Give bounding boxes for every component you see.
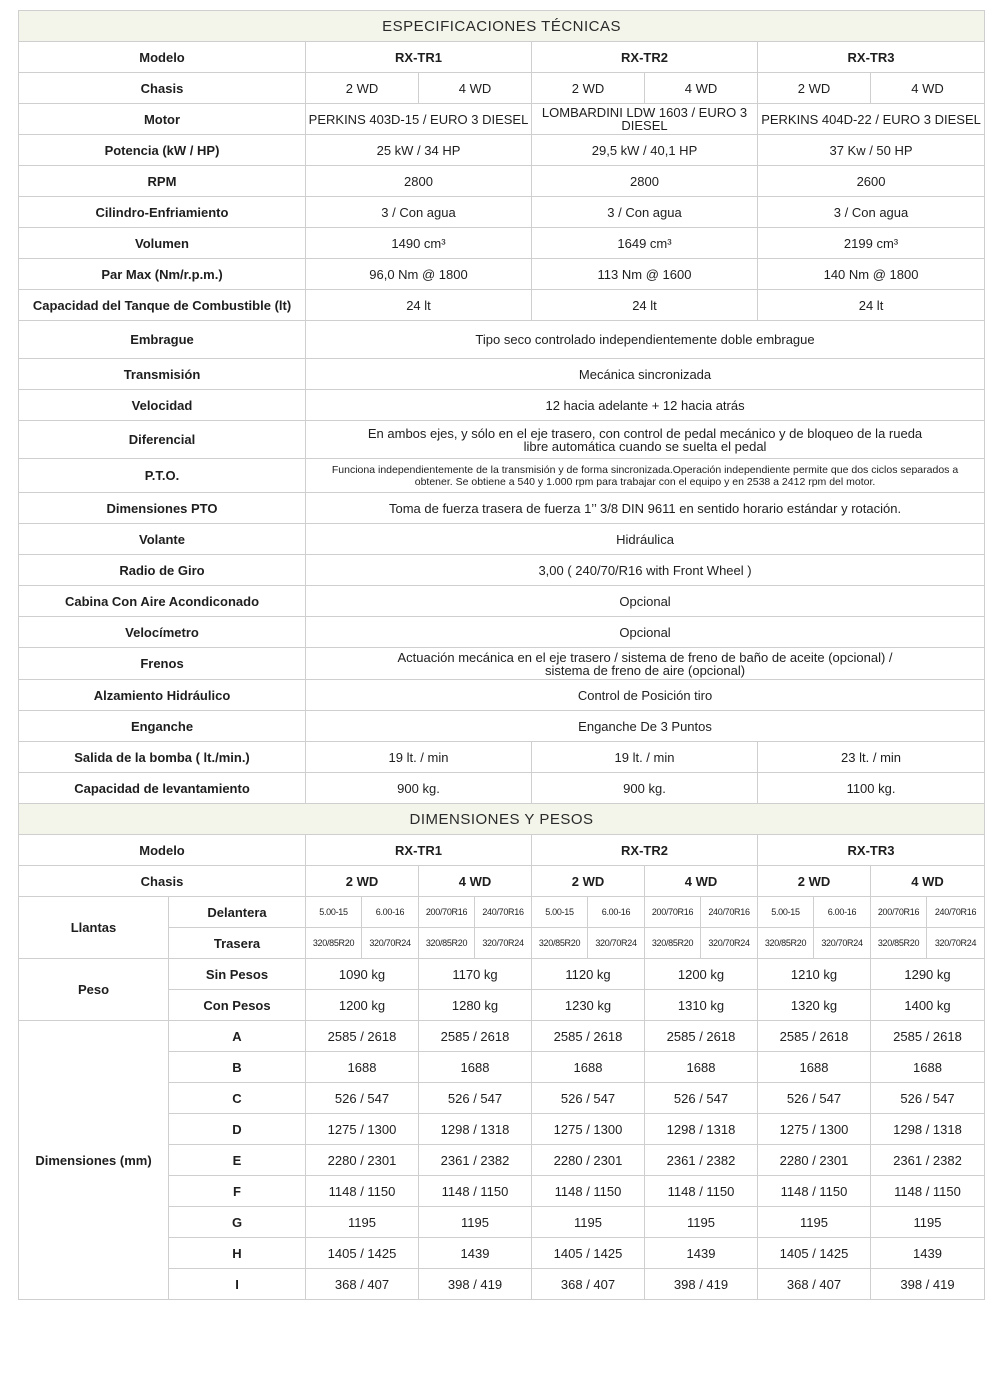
dim-key: I: [169, 1269, 306, 1300]
model-name: RX-TR2: [532, 835, 758, 866]
cabina-value: Opcional: [306, 586, 985, 617]
chasis-value: 2 WD: [758, 866, 871, 897]
dim-value: 1195: [758, 1207, 871, 1238]
chasis-value: 4 WD: [419, 73, 532, 104]
transmision-value: Mecánica sincronizada: [306, 359, 985, 390]
cilindro-label: Cilindro-Enfriamiento: [19, 197, 306, 228]
dim-value: 368 / 407: [758, 1269, 871, 1300]
dim-value: 1195: [871, 1207, 985, 1238]
dim-key: A: [169, 1021, 306, 1052]
motor-label: Motor: [19, 104, 306, 135]
dim-value: 1688: [645, 1052, 758, 1083]
tire-size: 320/70R24: [362, 928, 419, 959]
dim-value: 1148 / 1150: [871, 1176, 985, 1207]
dim-value: 526 / 547: [645, 1083, 758, 1114]
delantera-label: Delantera: [169, 897, 306, 928]
dim-value: 1405 / 1425: [758, 1238, 871, 1269]
transmision-label: Transmisión: [19, 359, 306, 390]
rpm-label: RPM: [19, 166, 306, 197]
weight-value: 1320 kg: [758, 990, 871, 1021]
dim-key: B: [169, 1052, 306, 1083]
pto-value: Funciona independientemente de la transmisión y de forma sincronizada.Operación independiente permite que dos ciclos separados a obtener. Se obtiene a 540 y 1.000 rpm para trabajar con el equipo y en 2538 a 2412 rpm del motor.: [306, 459, 985, 493]
volumen-value: 1649 cm³: [532, 228, 758, 259]
tire-size: 5.00-15: [758, 897, 814, 928]
diferencial-label: Diferencial: [19, 421, 306, 459]
tire-size: 320/70R24: [814, 928, 871, 959]
parmax-label: Par Max (Nm/r.p.m.): [19, 259, 306, 290]
potencia-value: 29,5 kW / 40,1 HP: [532, 135, 758, 166]
frenos-value: Actuación mecánica en el eje trasero / sistema de freno de baño de aceite (opcional) / sistema de freno de aire (opcional): [306, 648, 985, 680]
chasis-value: 2 WD: [306, 73, 419, 104]
cilindro-value: 3 / Con agua: [758, 197, 985, 228]
capacidad-value: 900 kg.: [306, 773, 532, 804]
tire-size: 200/70R16: [871, 897, 927, 928]
volante-label: Volante: [19, 524, 306, 555]
frenos-label: Frenos: [19, 648, 306, 680]
weight-value: 1120 kg: [532, 959, 645, 990]
volante-value: Hidráulica: [306, 524, 985, 555]
enganche-label: Enganche: [19, 711, 306, 742]
dim-key: G: [169, 1207, 306, 1238]
weight-value: 1170 kg: [419, 959, 532, 990]
dim-value: 2361 / 2382: [419, 1145, 532, 1176]
weight-value: 1210 kg: [758, 959, 871, 990]
rpm-value: 2800: [306, 166, 532, 197]
dim-value: 1148 / 1150: [306, 1176, 419, 1207]
motor-value: LOMBARDINI LDW 1603 / EURO 3 DIESEL: [532, 104, 758, 135]
rpm-value: 2600: [758, 166, 985, 197]
motor-value: PERKINS 404D-22 / EURO 3 DIESEL: [758, 104, 985, 135]
modelo-label: Modelo: [19, 835, 306, 866]
capacidad-value: 1100 kg.: [758, 773, 985, 804]
tire-size: 6.00-16: [588, 897, 645, 928]
tire-size: 200/70R16: [645, 897, 701, 928]
dim-value: 1688: [758, 1052, 871, 1083]
model-name: RX-TR2: [532, 42, 758, 73]
radio-value: 3,00 ( 240/70/R16 with Front Wheel ): [306, 555, 985, 586]
tire-size: 6.00-16: [814, 897, 871, 928]
tanque-label: Capacidad del Tanque de Combustible (lt): [19, 290, 306, 321]
weight-value: 1290 kg: [871, 959, 985, 990]
enganche-value: Enganche De 3 Puntos: [306, 711, 985, 742]
chasis-value: 2 WD: [532, 866, 645, 897]
volumen-value: 2199 cm³: [758, 228, 985, 259]
dim-key: C: [169, 1083, 306, 1114]
velocidad-value: 12 hacia adelante + 12 hacia atrás: [306, 390, 985, 421]
potencia-label: Potencia (kW / HP): [19, 135, 306, 166]
dim-value: 1688: [871, 1052, 985, 1083]
diferencial-value: En ambos ejes, y sólo en el eje trasero, con control de pedal mecánico y de bloqueo de la rueda libre automática cuando se suelta el pedal: [306, 421, 985, 459]
dim-value: 2585 / 2618: [758, 1021, 871, 1052]
model-name: RX-TR3: [758, 42, 985, 73]
dim-value: 2585 / 2618: [419, 1021, 532, 1052]
dim-key: D: [169, 1114, 306, 1145]
chasis-value: 4 WD: [419, 866, 532, 897]
tire-size: 320/85R20: [871, 928, 927, 959]
pto-label: P.T.O.: [19, 459, 306, 493]
chasis-label: Chasis: [19, 73, 306, 104]
dim-value: 2585 / 2618: [871, 1021, 985, 1052]
model-name: RX-TR1: [306, 835, 532, 866]
dim-value: 2361 / 2382: [645, 1145, 758, 1176]
dim-value: 1298 / 1318: [871, 1114, 985, 1145]
capacidad-label: Capacidad de levantamiento: [19, 773, 306, 804]
dim-value: 2280 / 2301: [758, 1145, 871, 1176]
tire-size: 320/85R20: [419, 928, 475, 959]
tire-size: 320/70R24: [701, 928, 758, 959]
peso-label: Peso: [19, 959, 169, 1021]
parmax-value: 96,0 Nm @ 1800: [306, 259, 532, 290]
cilindro-value: 3 / Con agua: [532, 197, 758, 228]
dim-value: 526 / 547: [532, 1083, 645, 1114]
tire-size: 320/85R20: [645, 928, 701, 959]
dim-value: 526 / 547: [306, 1083, 419, 1114]
chasis-value: 4 WD: [645, 866, 758, 897]
salida-label: Salida de la bomba ( lt./min.): [19, 742, 306, 773]
specs-section-title: ESPECIFICACIONES TÉCNICAS: [19, 11, 985, 42]
dim-value: 526 / 547: [758, 1083, 871, 1114]
potencia-value: 37 Kw / 50 HP: [758, 135, 985, 166]
salida-value: 23 lt. / min: [758, 742, 985, 773]
volumen-value: 1490 cm³: [306, 228, 532, 259]
motor-value: PERKINS 403D-15 / EURO 3 DIESEL: [306, 104, 532, 135]
dim-value: 526 / 547: [419, 1083, 532, 1114]
radio-label: Radio de Giro: [19, 555, 306, 586]
tire-size: 320/85R20: [532, 928, 588, 959]
weight-value: 1200 kg: [306, 990, 419, 1021]
parmax-value: 113 Nm @ 1600: [532, 259, 758, 290]
weight-value: 1090 kg: [306, 959, 419, 990]
dim-value: 1148 / 1150: [532, 1176, 645, 1207]
sin-pesos-label: Sin Pesos: [169, 959, 306, 990]
dims-section-title: DIMENSIONES Y PESOS: [19, 804, 985, 835]
salida-value: 19 lt. / min: [532, 742, 758, 773]
chasis-value: 4 WD: [871, 73, 985, 104]
cabina-label: Cabina Con Aire Acondiconado: [19, 586, 306, 617]
tire-size: 5.00-15: [306, 897, 362, 928]
dim-value: 1688: [306, 1052, 419, 1083]
parmax-value: 140 Nm @ 1800: [758, 259, 985, 290]
dim-value: 1688: [532, 1052, 645, 1083]
capacidad-value: 900 kg.: [532, 773, 758, 804]
velocimetro-label: Velocímetro: [19, 617, 306, 648]
dim-value: 1275 / 1300: [306, 1114, 419, 1145]
dim-value: 1439: [419, 1238, 532, 1269]
chasis-value: 4 WD: [871, 866, 985, 897]
weight-value: 1280 kg: [419, 990, 532, 1021]
dim-value: 1405 / 1425: [306, 1238, 419, 1269]
tire-size: 320/85R20: [306, 928, 362, 959]
dim-value: 1405 / 1425: [532, 1238, 645, 1269]
specs-table: [18, 10, 985, 804]
dim-key: F: [169, 1176, 306, 1207]
tire-size: 240/70R16: [927, 897, 985, 928]
tire-size: 320/85R20: [758, 928, 814, 959]
dim-value: 1439: [645, 1238, 758, 1269]
tire-size: 240/70R16: [475, 897, 532, 928]
chasis-value: 2 WD: [532, 73, 645, 104]
dimensiones-label: Dimensiones (mm): [19, 1021, 169, 1300]
dims-table: [18, 803, 985, 1300]
salida-value: 19 lt. / min: [306, 742, 532, 773]
chasis-value: 2 WD: [306, 866, 419, 897]
llantas-label: Llantas: [19, 897, 169, 959]
dim-value: 1688: [419, 1052, 532, 1083]
dim-value: 1298 / 1318: [419, 1114, 532, 1145]
dim-value: 1148 / 1150: [419, 1176, 532, 1207]
dim-value: 398 / 419: [871, 1269, 985, 1300]
dim-value: 2585 / 2618: [306, 1021, 419, 1052]
dim-value: 1195: [645, 1207, 758, 1238]
dimpto-value: Toma de fuerza trasera de fuerza 1’’ 3/8 DIN 9611 en sentido horario estándar y rotación.: [306, 493, 985, 524]
volumen-label: Volumen: [19, 228, 306, 259]
rpm-value: 2800: [532, 166, 758, 197]
model-name: RX-TR3: [758, 835, 985, 866]
dim-value: 1195: [419, 1207, 532, 1238]
model-name: RX-TR1: [306, 42, 532, 73]
chasis-value: 2 WD: [758, 73, 871, 104]
dim-value: 526 / 547: [871, 1083, 985, 1114]
dim-key: E: [169, 1145, 306, 1176]
weight-value: 1400 kg: [871, 990, 985, 1021]
tire-size: 200/70R16: [419, 897, 475, 928]
chasis-label: Chasis: [19, 866, 306, 897]
tanque-value: 24 lt: [758, 290, 985, 321]
weight-value: 1310 kg: [645, 990, 758, 1021]
dim-value: 1148 / 1150: [645, 1176, 758, 1207]
alzamiento-label: Alzamiento Hidráulico: [19, 680, 306, 711]
potencia-value: 25 kW / 34 HP: [306, 135, 532, 166]
modelo-label: Modelo: [19, 42, 306, 73]
dim-value: 1439: [871, 1238, 985, 1269]
tire-size: 6.00-16: [362, 897, 419, 928]
tanque-value: 24 lt: [532, 290, 758, 321]
dim-value: 368 / 407: [306, 1269, 419, 1300]
dim-value: 2361 / 2382: [871, 1145, 985, 1176]
dimpto-label: Dimensiones PTO: [19, 493, 306, 524]
embrague-label: Embrague: [19, 321, 306, 359]
chasis-value: 4 WD: [645, 73, 758, 104]
dim-value: 398 / 419: [645, 1269, 758, 1300]
dim-value: 368 / 407: [532, 1269, 645, 1300]
dim-value: 2280 / 2301: [532, 1145, 645, 1176]
dim-value: 1275 / 1300: [532, 1114, 645, 1145]
embrague-value: Tipo seco controlado independientemente doble embrague: [306, 321, 985, 359]
tire-size: 320/70R24: [927, 928, 985, 959]
dim-value: 1148 / 1150: [758, 1176, 871, 1207]
velocimetro-value: Opcional: [306, 617, 985, 648]
trasera-label: Trasera: [169, 928, 306, 959]
weight-value: 1200 kg: [645, 959, 758, 990]
dim-value: 1195: [306, 1207, 419, 1238]
dim-value: 2585 / 2618: [532, 1021, 645, 1052]
alzamiento-value: Control de Posición tiro: [306, 680, 985, 711]
velocidad-label: Velocidad: [19, 390, 306, 421]
dim-value: 1195: [532, 1207, 645, 1238]
spec-sheet: [18, 10, 984, 1300]
tanque-value: 24 lt: [306, 290, 532, 321]
con-pesos-label: Con Pesos: [169, 990, 306, 1021]
tire-size: 320/70R24: [588, 928, 645, 959]
dim-value: 1275 / 1300: [758, 1114, 871, 1145]
weight-value: 1230 kg: [532, 990, 645, 1021]
dim-key: H: [169, 1238, 306, 1269]
dim-value: 2280 / 2301: [306, 1145, 419, 1176]
tire-size: 240/70R16: [701, 897, 758, 928]
cilindro-value: 3 / Con agua: [306, 197, 532, 228]
dim-value: 398 / 419: [419, 1269, 532, 1300]
tire-size: 320/70R24: [475, 928, 532, 959]
dim-value: 2585 / 2618: [645, 1021, 758, 1052]
dim-value: 1298 / 1318: [645, 1114, 758, 1145]
tire-size: 5.00-15: [532, 897, 588, 928]
